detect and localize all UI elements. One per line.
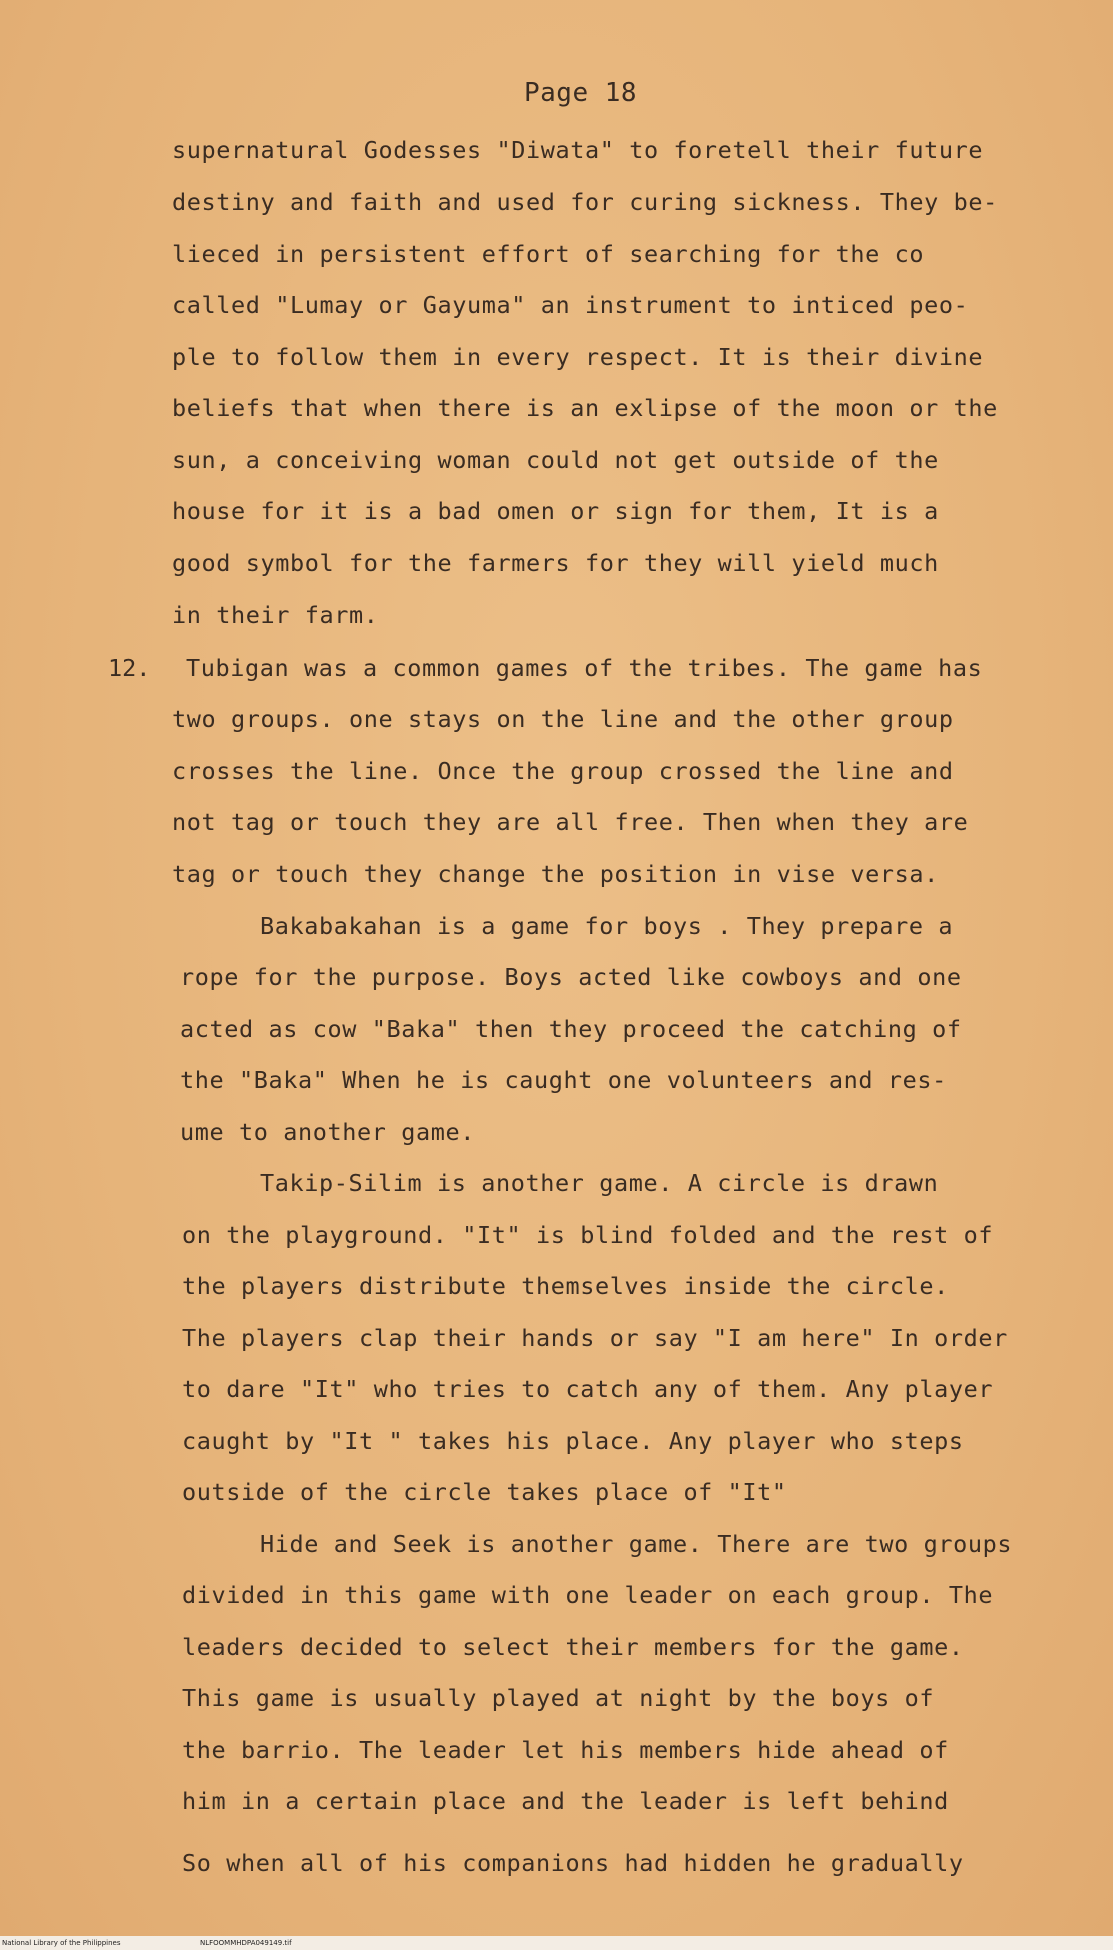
- text-line: called "Lumay or Gayuma" an instrument to inticed peo-: [172, 291, 969, 319]
- text-line: sun, a conceiving woman could not get outside of the: [172, 446, 939, 474]
- text-line: the barrio. The leader let his members hide ahead of: [182, 1736, 949, 1764]
- text-line: destiny and faith and used for curing sickness. They be-: [172, 188, 998, 216]
- item-number: 12.: [108, 654, 151, 682]
- text-line: tag or touch they change the position in vise versa.: [172, 860, 939, 888]
- page-number: Page 18: [524, 78, 638, 108]
- text-line: on the playground. "It" is blind folded and the rest of: [182, 1221, 994, 1249]
- text-line: him in a certain place and the leader is left behind: [182, 1787, 949, 1815]
- text-line: Tubigan was a common games of the tribes. The game has: [186, 654, 983, 682]
- text-line: Bakabakahan is a game for boys . They prepare a: [260, 912, 954, 940]
- text-line: supernatural Godesses "Diwata" to foretell their future: [172, 136, 984, 164]
- text-line: caught by "It " takes his place. Any player who steps: [182, 1427, 964, 1455]
- text-line: rope for the purpose. Boys acted like cowboys and one: [180, 963, 962, 991]
- text-line: So when all of his companions had hidden he gradually: [182, 1849, 964, 1877]
- text-line: ple to follow them in every respect. It is their divine: [172, 343, 984, 371]
- text-line: the players distribute themselves inside the circle.: [182, 1272, 949, 1300]
- text-line: good symbol for the farmers for they will yield much: [172, 549, 939, 577]
- text-line: in their farm.: [172, 601, 379, 629]
- text-line: leaders decided to select their members for the game.: [182, 1633, 964, 1661]
- scan-footer: [0, 1936, 1113, 1950]
- text-line: This game is usually played at night by the boys of: [182, 1684, 935, 1712]
- text-line: crosses the line. Once the group crossed the line and: [172, 757, 954, 785]
- text-line: outside of the circle takes place of "It": [182, 1478, 787, 1506]
- text-line: acted as cow "Baka" then they proceed the catching of: [180, 1015, 962, 1043]
- text-line: two groups. one stays on the line and the other group: [172, 705, 954, 733]
- text-line: The players clap their hands or say "I am here" In order: [182, 1324, 1008, 1352]
- text-line: beliefs that when there is an exlipse of the moon or the: [172, 394, 998, 422]
- text-line: the "Baka" When he is caught one volunteers and res-: [180, 1066, 947, 1094]
- text-line: Hide and Seek is another game. There are two groups: [260, 1530, 1013, 1558]
- text-line: lieced in persistent effort of searching for the co: [172, 240, 925, 268]
- text-line: house for it is a bad omen or sign for them, It is a: [172, 497, 939, 525]
- text-line: ume to another game.: [180, 1118, 475, 1146]
- text-line: Takip-Silim is another game. A circle is drawn: [260, 1169, 939, 1197]
- file-name: NLFOOMMHDPA049149.tif: [200, 1939, 292, 1947]
- text-line: not tag or touch they are all free. Then when they are: [172, 808, 969, 836]
- library-credit: National Library of the Philippines: [2, 1939, 121, 1947]
- text-line: to dare "It" who tries to catch any of them. Any player: [182, 1375, 994, 1403]
- text-line: divided in this game with one leader on each group. The: [182, 1581, 994, 1609]
